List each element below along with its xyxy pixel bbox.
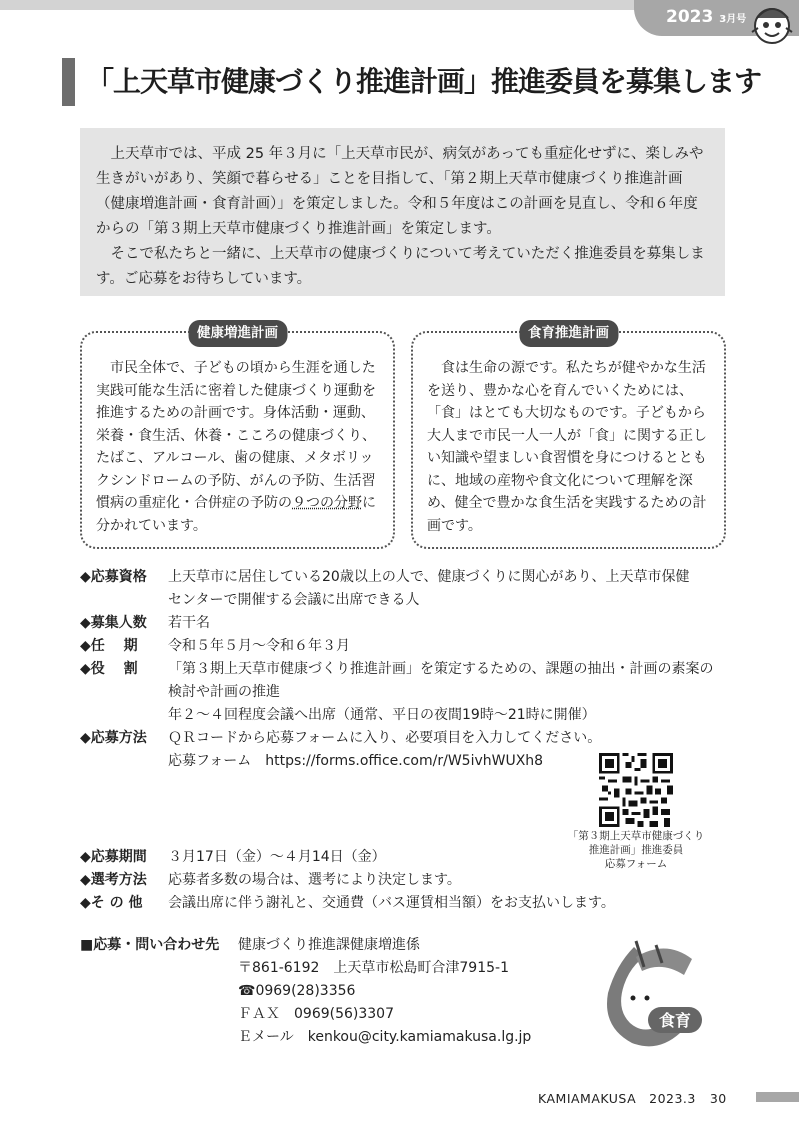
role-row (80, 658, 740, 727)
qr-caption-line-3: 応募フォーム (604, 858, 668, 870)
role-line-2: 検討や計画の推進 (168, 684, 280, 700)
form-url-link[interactable]: 応募フォーム https://forms.office.com/r/W5ivhWUXh8 (168, 753, 544, 769)
contact-tel: ☎0969(28)3356 (238, 983, 356, 999)
footer-bar (756, 1092, 799, 1102)
qualification-line-1: 上天草市に居住している20歳以上の人で、健康づくりに関心があり、上天草市保健 (168, 569, 690, 585)
other-value: 会議出席に伴う謝礼と、交通費（バス運賃相当額）をお支払いします。 (168, 895, 615, 911)
food-plan-box (411, 325, 726, 549)
period-label: ◆応募期間 (80, 849, 147, 865)
qr-caption-line-2: 推進計画」推進委員 (588, 844, 684, 856)
qualification-line-2: センターで開催する会議に出席できる人 (168, 592, 420, 608)
mascot-label: 食育 (658, 1011, 692, 1030)
contact-label: ■応募・問い合わせ先 (80, 937, 220, 953)
number-label: ◆募集人数 (80, 615, 147, 631)
number-row (80, 612, 740, 635)
selection-row (80, 869, 740, 892)
term-row (80, 635, 740, 658)
intro-box (80, 128, 725, 296)
qualification-label: ◆応募資格 (80, 569, 147, 585)
food-plan-text: 食は生命の源です。私たちが健やかな生活を送り、豊かな心を育んでいくためには、「食」はとても大切なものです。子どもから大人まで市民一人一人が「食」に関する正しい知識や望ましい食習慣を身につけるとともに、地域の産物や食文化について理解を深め、健全で豊かな食生活を実践するための計画です。 (427, 360, 707, 534)
mascot-icon (748, 2, 796, 48)
role-line-1: 「第３期上天草市健康づくり推進計画」を策定するための、課題の抽出・計画の素案の (168, 661, 714, 677)
term-label: ◆任 期 (80, 638, 138, 654)
footer-text: KAMIAMAKUSA 2023.3 (538, 1091, 696, 1106)
food-plan-label: 食育推進計画 (519, 320, 618, 347)
issue-month: 3月号 (719, 14, 747, 25)
top-bar (0, 0, 660, 10)
contact-dept: 健康づくり推進課健康増進係 (238, 937, 420, 953)
selection-label: ◆選考方法 (80, 872, 147, 888)
qualification-row (80, 566, 740, 612)
contact-email[interactable]: Ｅメール kenkou@city.kamiamakusa.lg.jp (238, 1029, 532, 1045)
shokuiku-mascot-icon (596, 935, 706, 1055)
health-plan-label: 健康増進計画 (188, 320, 287, 347)
qr-caption-line-1: 「第３期上天草市健康づくり (567, 830, 705, 842)
term-value: 令和５年５月～令和６年３月 (168, 638, 350, 654)
page-number: 30 (709, 1091, 727, 1106)
number-value: 若干名 (168, 615, 210, 631)
selection-value: 応募者多数の場合は、選考により決定します。 (168, 872, 461, 888)
intro-paragraph-2: そこで私たちと一緒に、上天草市の健康づくりについて考えていただく推進委員を募集します。ご応募をお待ちしています。 (96, 246, 705, 287)
qr-code-icon[interactable] (599, 753, 673, 827)
period-row (80, 846, 740, 869)
method-line-1: ＱＲコードから応募フォームに入り、必要項目を入力してください。 (168, 730, 602, 746)
health-plan-text (96, 357, 379, 537)
health-plan-text-b: に分かれています。 (96, 495, 376, 534)
method-label: ◆応募方法 (80, 730, 147, 746)
intro-paragraph-1: 上天草市では、平成 25 年３月に「上天草市民が、病気があっても重症化せずに、楽しみや生きがいがあり、笑顔で暮らせる」ことを目指して、「第２期上天草市健康づくり推進計画（健康増進計画・食育計画）」を策定しました。令和５年度はこの計画を見直し、令和６年度からの「第３期上天草市健康づくり推進計画」を策定します。 (96, 146, 704, 237)
issue-year: 2023 (666, 7, 714, 27)
recruitment-details (80, 566, 740, 773)
other-label: ◆そ の 他 (80, 895, 143, 911)
health-plan-box (80, 325, 395, 549)
period-value: ３月17日（金）～４月14日（金） (168, 849, 386, 865)
nine-areas-text: ９つの分野 (292, 495, 362, 511)
page-title: 「上天草市健康づくり推進計画」推進委員を募集します (86, 65, 762, 98)
role-label: ◆役 割 (80, 661, 138, 677)
issue-label (666, 7, 746, 27)
contact-row (80, 934, 531, 1049)
recruitment-details-2 (80, 846, 740, 915)
role-line-3: 年２～４回程度会議へ出席（通常、平日の夜間19時～21時に開催） (168, 707, 596, 723)
contact-section (80, 934, 531, 1049)
other-row (80, 892, 740, 915)
health-plan-text-a: 市民全体で、子どもの頃から生涯を通した実践可能な生活に密着した健康づくり運動を推進するための計画です。身体活動・運動、栄養・食生活、休養・こころの健康づくり、たばこ、アルコール、歯の健康、メタボリックシンドロームの予防、がんの予防、生活習慣病の重症化・合併症の予防の (96, 360, 376, 511)
contact-fax: ＦＡＸ 0969(56)3307 (238, 1006, 394, 1022)
footer (538, 1089, 727, 1107)
contact-address: 〒861-6192 上天草市松島町合津7915-1 (238, 960, 509, 976)
title-accent (62, 58, 75, 106)
